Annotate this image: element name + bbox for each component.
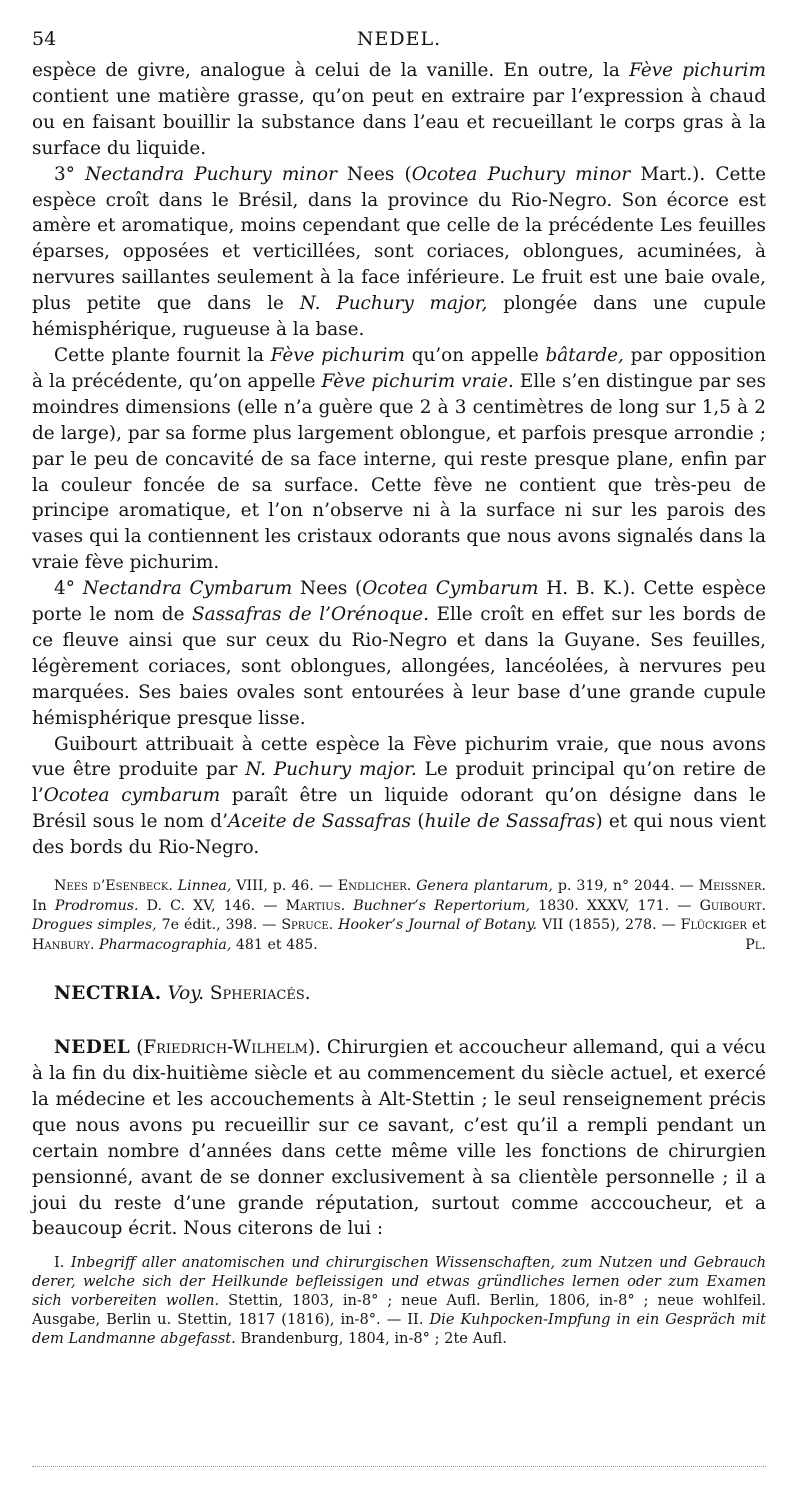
- entry-headword: NEDEL: [54, 1037, 131, 1059]
- bottom-rule: [32, 1466, 766, 1467]
- page-header: [32, 28, 766, 58]
- paragraph-puchury-minor: 3° Nectandra Puchury minor Nees (Ocotea Puchury minor Mart.). Cette espèce croît dans le Brésil, dans la province du Rio-Negro. Son écorce est amère et aromatique, moins cependant que celle de la précédente Les feuilles éparses, opposées et verticillées, sont coriaces, oblongues, acuminées, à nervures saillantes seulement à la face inférieure. Le fruit est une baie ovale, plus petite que dans le N. Puchury major, plongée dans une cupule hémisphérique, rugueuse à la base.: [32, 163, 766, 341]
- nedel-bibliography: I. Inbegriff aller anatomischen und chirurgischen Wissenschaften, zum Nutzen und Gebrauch derer, welche sich der Heilkunde befleissigen und etwas gründliches lernen oder zum Examen sich vorbereiten wollen. Stettin, 1803, in-8° ; neue Aufl. Berlin, 1806, in-8° ; neue wohlfeil. Ausgabe, Berlin u. Stettin, 1817 (1816), in-8°. — II. Die Kuhpocken-Impfung in ein Gespräch mit dem Landmanne abgefasst. Brandenburg, 1804, in-8° ; 2te Aufl.: [32, 1254, 767, 1347]
- references: Nees d’Esenbeck. Linnea, VIII, p. 46. — Endlicher. Genera plantarum, p. 319, n° 2044. — Meissner. In Prodromus. D. C. XV, 146. — Martius. Buchner’s Repertorium, 1830. XXXV, 171. — Guibourt. Drogues simples, 7e édit., 398. — Spruce. Hooker’s Journal of Botany. VII (1855), 278. — Flückiger et Hanbury. Pharmacographia, 481 et 485. Pl.: [32, 877, 766, 955]
- paragraph-cymbarum: 4° Nectandra Cymbarum Nees (Ocotea Cymbarum H. B. K.). Cette espèce porte le nom de Sassafras de l’Orénoque. Elle croît en effet sur les bords de ce fleuve ainsi que sur ceux du Rio-Negro et dans la Guyane. Ses feuilles, légèrement coriaces, sont oblongues, allongées, lancéolées, à nervures peu marquées. Ses baies ovales sont entourées à leur base d’une grande cupule hémisphérique presque lisse.: [32, 578, 766, 729]
- page-number: 54: [32, 28, 57, 50]
- paragraph-guibourt: Guibourt attribuait à cette espèce la Fève pichurim vraie, que nous avons vue être produite par N. Puchury major. Le produit principal qu’on retire de l’Ocotea cymbarum paraît être un liquide odorant qu’on désigne dans le Brésil sous le nom d’Aceite de Sassafras (huile de Sassafras) et qui nous vient des bords du Rio-Negro.: [32, 733, 767, 859]
- entry-nectria: NECTRIA. Voy. Spheriacés.: [54, 983, 311, 1005]
- running-title: NEDEL.: [356, 28, 442, 50]
- paragraph-feve-batarde: Cette plante fournit la Fève pichurim qu’on appelle bâtarde, par opposition à la précédente, qu’on appelle Fève pichurim vraie. Elle s’en distingue par ses moindres dimensions (elle n’a guère que 2 à 3 centimètres de long sur 1,5 à 2 de large), par sa forme plus largement oblongue, et parfois presque arrondie ; par le peu de concavité de sa face interne, qui reste presque plane, enfin par la couleur foncée de sa surface. Cette fève ne contient que très-peu de principe aromatique, et l’on n’observe ni à la surface ni sur les parois des vases qui la contiennent les cristaux odorants que nous avons signalés dans la vraie fève pichurim.: [32, 344, 767, 574]
- paragraph-vanilla-end: espèce de givre, analogue à celui de la vanille. En outre, la Fève pichurim contient une matière grasse, qu’on peut en extraire par l’expression à chaud ou en faisant bouillir la substance dans l’eau et recueillant le corps gras à la surface du liquide.: [32, 60, 766, 159]
- author-signature: Pl.: [745, 936, 766, 953]
- page: [32, 28, 766, 1348]
- entry-nedel: NEDEL (Friedrich-Wilhelm). Chirurgien et accoucheur allemand, qui a vécu à la fin du dix-huitième siècle et au commencement du siècle actuel, et exercé la médecine et les accouchements à Alt-Stettin ; le seul renseignement précis que nous avons pu recueillir sur ce savant, c’est qu’il a rempli pendant un certain nombre d’années dans cette même ville les fonctions de chirurgien pensionné, avant de se donner exclusivement à sa clientèle personnelle ; il a joui du reste d’une grande réputation, surtout comme acccoucheur, et a beaucoup écrit. Nous citerons de lui :: [32, 1037, 766, 1240]
